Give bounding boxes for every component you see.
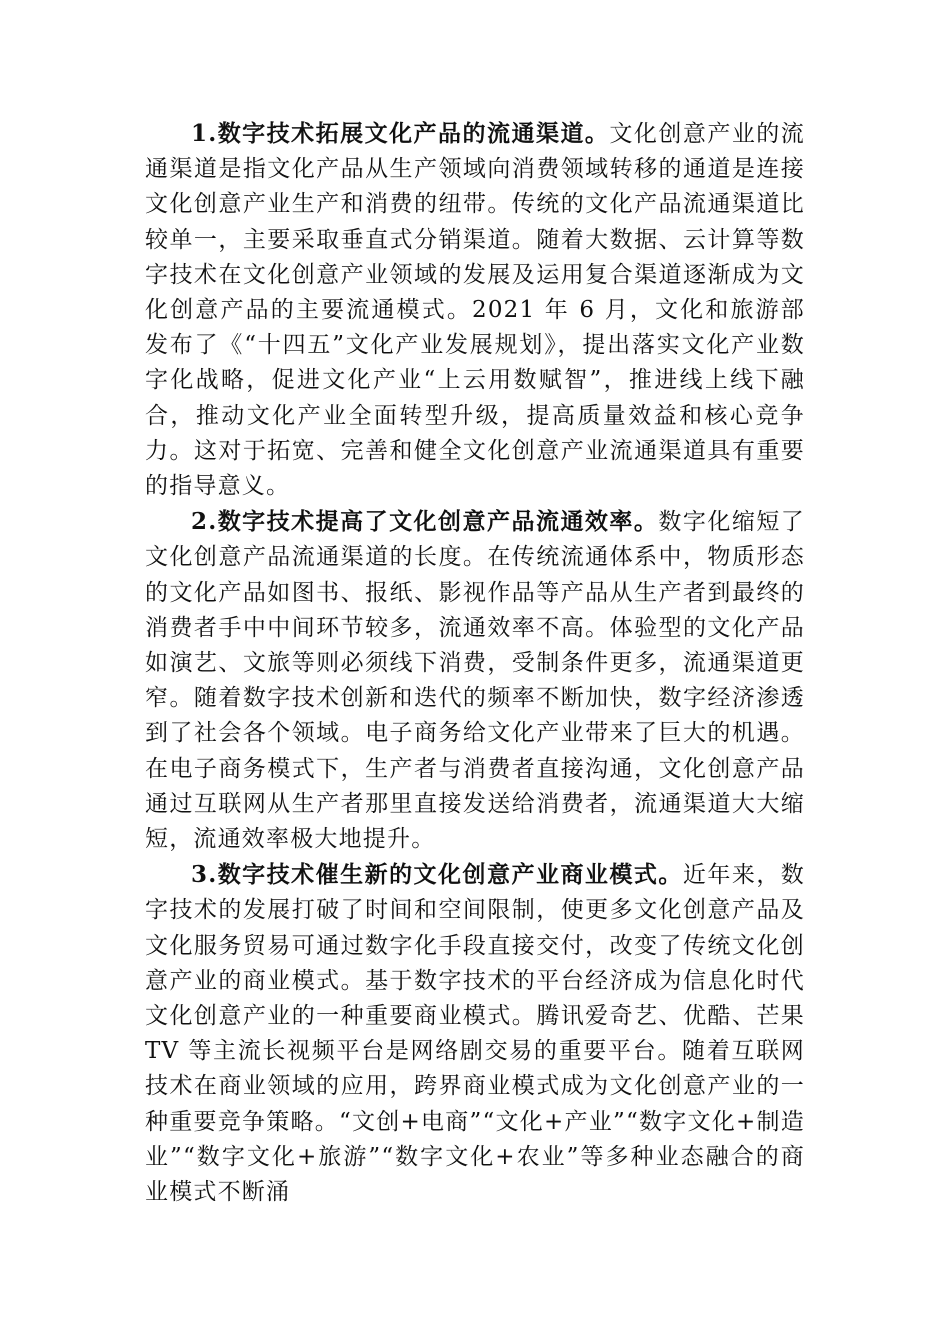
- paragraph-1: [145, 116, 805, 504]
- paragraph-3: [145, 857, 805, 1210]
- paragraph-2-body: 数字化缩短了文化创意产品流通渠道的长度。在传统流通体系中，物质形态的文化产品如图书、报纸、影视作品等产品从生产者到最终的消费者手中中间环节较多，流通效率不高。体验型的文化产品如演艺、文旅等则必须线下消费，受制条件更多，流通渠道更窄。随着数字技术创新和迭代的频率不断加快，数字经济渗透到了社会各个领域。电子商务给文化产业带来了巨大的机遇。在电子商务模式下，生产者与消费者直接沟通，文化创意产品通过互联网从生产者那里直接发送给消费者，流通渠道大大缩短，流通效率极大地提升。: [145, 509, 806, 853]
- paragraph-2-heading: 2.数字技术提高了文化创意产品流通效率。: [191, 508, 659, 536]
- document-page: [145, 116, 805, 1210]
- paragraph-3-body: 近年来，数字技术的发展打破了时间和空间限制，使更多文化创意产品及文化服务贸易可通过数字化手段直接交付，改变了传统文化创意产业的商业模式。基于数字技术的平台经济成为信息化时代文化创意产业的一种重要商业模式。腾讯爱奇艺、优酷、芒果 TV 等主流长视频平台是网络剧交易的重要平台。随着互联网技术在商业领域的应用，跨界商业模式成为文化创意产业的一种重要竞争策略。“文创+电商”“文化+产业”“数字文化+制造业”“数字文化+旅游”“数字文化+农业”等多种业态融合的商业模式不断涌: [145, 862, 806, 1206]
- paragraph-1-heading: 1.数字技术拓展文化产品的流通渠道。: [191, 120, 610, 147]
- paragraph-2: [145, 504, 805, 857]
- paragraph-3-heading: 3.数字技术催生新的文化创意产业商业模式。: [191, 861, 683, 889]
- paragraph-1-body: 文化创意产业的流通渠道是指文化产品从生产领域向消费领域转移的通道是连接文化创意产业生产和消费的纽带。传统的文化产品流通渠道比较单一，主要采取垂直式分销渠道。随着大数据、云计算等数字技术在文化创意产业领域的发展及运用复合渠道逐渐成为文化创意产品的主要流通模式。2021 年 6 月，文化和旅游部发布了《“十四五”文化产业发展规划》，提出落实文化产业数字化战略，促进文化产业“上云用数赋智”，推进线上线下融合，推动文化产业全面转型升级，提高质量效益和核心竞争力。这对于拓宽、完善和健全文化创意产业流通渠道具有重要的指导意义。: [145, 121, 805, 500]
